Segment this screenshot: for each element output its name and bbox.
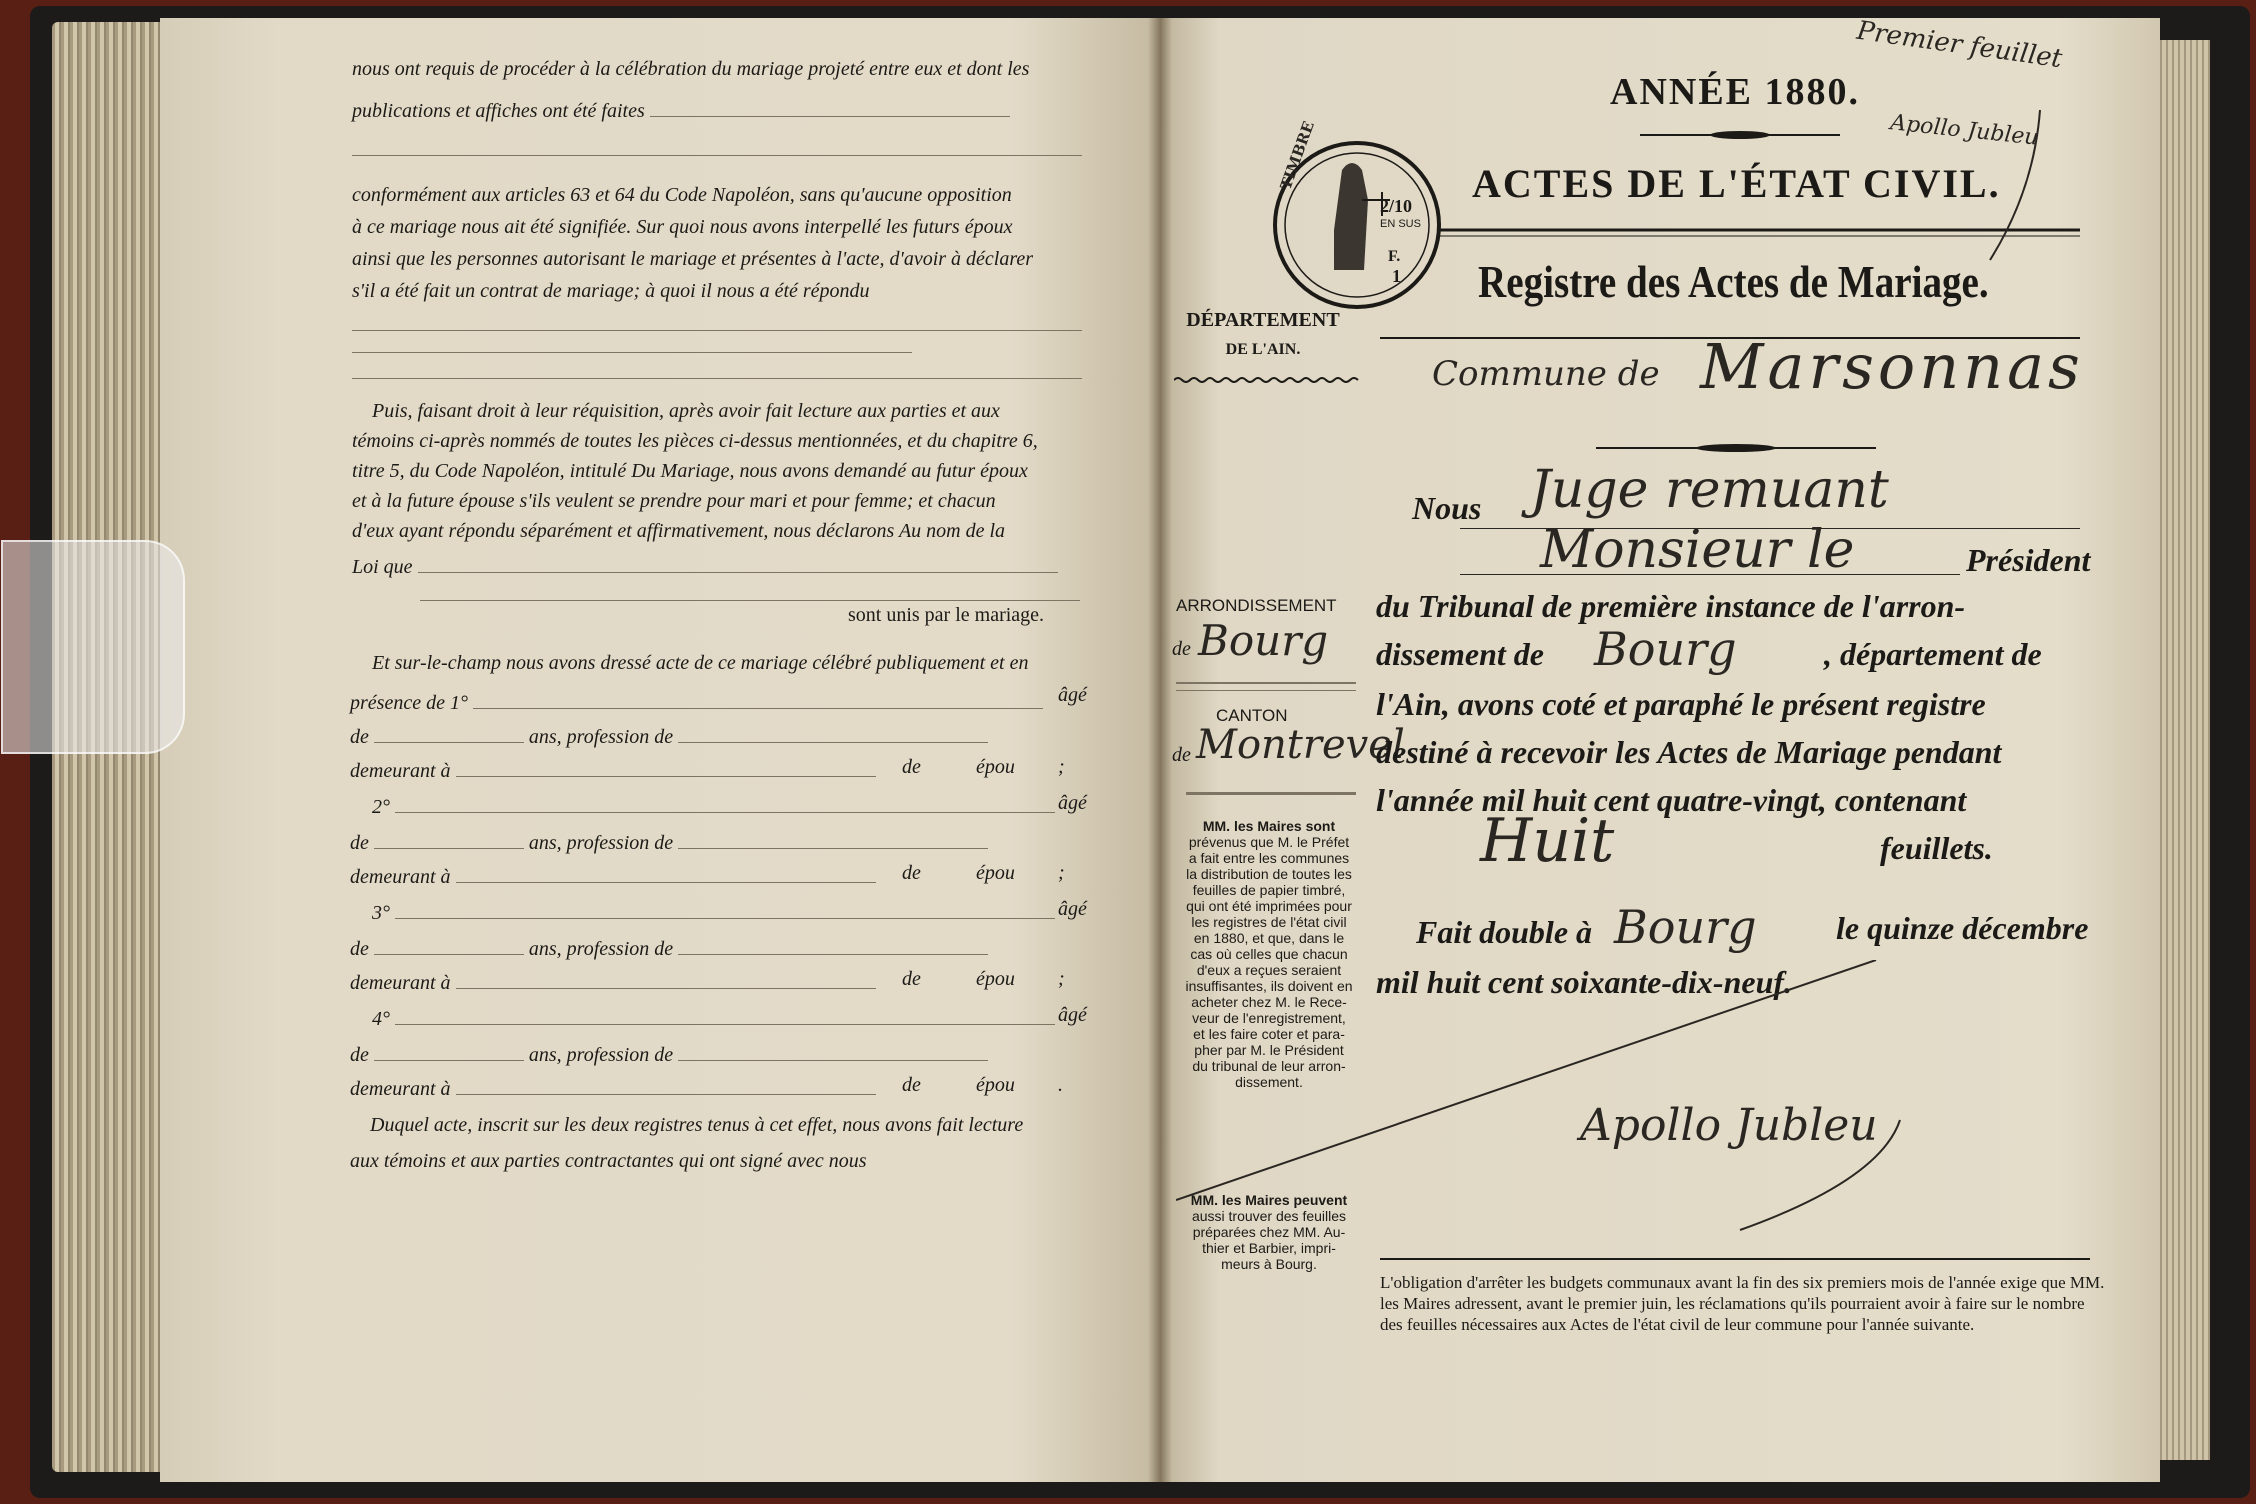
year-title: ANNÉE 1880. <box>1610 71 1861 113</box>
left-p1-line2: publications et affiches ont été faites <box>352 100 1010 123</box>
plastic-tab <box>1 540 185 754</box>
note-printers: MM. les Maires peuvent aussi trouver des feuilles préparées chez MM. Au- thier et Barbier, impri- meurs à Bourg. <box>1190 1192 1348 1272</box>
nous-label: Nous <box>1412 490 1482 526</box>
canton-label: CANTON <box>1216 706 1288 725</box>
body-line3: l'Ain, avons coté et paraphé le présent registre <box>1376 686 1986 722</box>
left-p3-line1: Puis, faisant droit à leur réquisition, après avoir fait lecture aux parties et aux <box>372 400 1000 422</box>
body-line4: destiné à recevoir les Actes de Mariage pendant <box>1376 734 2002 770</box>
huit-handwritten: Huit <box>1480 806 1615 876</box>
epou-label: épou <box>976 756 1015 778</box>
de2-label: de <box>902 968 921 990</box>
de-label: de ans, profession de <box>350 832 988 855</box>
semicolon: ; <box>1058 756 1065 778</box>
body-line2: dissement de <box>1376 636 1544 672</box>
de-label: de ans, profession de <box>350 938 988 961</box>
commune-handwritten: Marsonnas <box>1700 330 2084 403</box>
departement-label: DÉPARTEMENT DE L'AIN. <box>1186 309 1340 358</box>
age-label: âgé <box>1058 898 1087 920</box>
closing-line1: Duquel acte, inscrit sur les deux registres tenus à cet effet, nous avons fait lecture <box>370 1114 1024 1136</box>
body-line2b: , département de <box>1824 636 2042 672</box>
left-p3-line5: d'eux ayant répondu séparément et affirmativement, nous déclarons Au nom de la <box>352 520 1006 542</box>
wavy-rule <box>1174 376 1360 384</box>
stamp-price: 2/10 <box>1380 196 1413 216</box>
body-line6: feuillets. <box>1880 830 1993 866</box>
period: . <box>1058 1074 1063 1096</box>
ordinal-4: 4° <box>372 1008 1055 1031</box>
fait-year: mil huit cent soixante-dix-neuf. <box>1376 964 1793 1000</box>
fait-date: le quinze décembre <box>1836 910 2089 946</box>
blank-line <box>352 378 1082 379</box>
signature-flourish <box>1730 1110 1910 1240</box>
left-p2-line3: ainsi que les personnes autorisant le mariage et présentes à l'acte, d'avoir à déclarer <box>352 248 1034 270</box>
presence-line: présence de 1° <box>350 692 1043 715</box>
gutter-shadow <box>1148 18 1172 1482</box>
blank-line <box>420 600 1080 601</box>
left-p1-line1: nous ont requis de procéder à la célébration du mariage projeté entre eux et dont les <box>352 58 1030 80</box>
actes-title: ACTES DE L'ÉTAT CIVIL. <box>1472 161 2001 206</box>
epou-label: épou <box>976 968 1015 990</box>
corner-note-2: Apollo Jubleu <box>1889 110 2040 151</box>
blank-line <box>352 155 1082 156</box>
arr-de: de <box>1172 638 1191 660</box>
rule <box>1176 682 1356 684</box>
left-p2-line4: s'il a été fait un contrat de mariage; à quoi il nous a été répondu <box>352 280 870 302</box>
fait-label: Fait double à <box>1416 914 1593 950</box>
stamp-one: 1 <box>1392 266 1401 286</box>
corner-flourish <box>1980 110 2050 270</box>
epou-label: épou <box>976 862 1015 884</box>
de2-label: de <box>902 862 921 884</box>
age-label: âgé <box>1058 792 1087 814</box>
nous-handwritten-2: Monsieur le <box>1540 520 1855 580</box>
canton-handwritten: Montrevel <box>1196 722 1405 768</box>
blank-line <box>1460 528 2080 529</box>
de2-label: de <box>902 1074 921 1096</box>
arrondissement-label: ARRONDISSEMENT <box>1176 596 1337 615</box>
age-label: âgé <box>1058 1004 1087 1026</box>
stamp-timbre: TIMBRE <box>1276 118 1318 193</box>
left-p2-line2: à ce mariage nous ait été signifiée. Sur quoi nous avons interpellé les futurs époux <box>352 216 1013 238</box>
rule <box>1176 690 1356 691</box>
nous-handwritten-1: Juge remuant <box>1530 460 1889 520</box>
president-label: Président <box>1966 542 2091 578</box>
body-line1: du Tribunal de première instance de l'arron- <box>1376 588 1966 624</box>
epou-label: épou <box>976 1074 1015 1096</box>
blank-line <box>352 330 1082 331</box>
corner-note-1: Premier feuillet <box>1854 15 2064 75</box>
de-label: de ans, profession de <box>350 726 988 749</box>
fait-handwritten: Bourg <box>1614 900 1757 954</box>
footnote: L'obligation d'arrêter les budgets communaux avant la fin des six premiers mois de l'année exige que MM. les Maires adressent, avant le premier juin, les réclamations qu'ils pourraient avoir à faire sur le nombre des feuilles nécessaires aux Actes de l'état civil de leur commune pour l'année suivante. <box>1380 1273 2105 1334</box>
blank-line <box>352 352 912 353</box>
left-p3-line4: et à la future épouse s'ils veulent se prendre pour mari et pour femme; et chacun <box>352 490 996 512</box>
ornament-rule <box>1640 128 1840 142</box>
left-p4: Et sur-le-champ nous avons dressé acte de ce mariage célébré publiquement et en <box>372 652 1029 674</box>
ornament-rule <box>1596 443 1876 453</box>
stamp-sub: EN SUS <box>1380 218 1421 230</box>
note-mayors: MM. les Maires sont prévenus que M. le Préfet a fait entre les communes la distribution de toutes les feuilles de papier timbré, qui ont été imprimées pour les registres de l'état civil en 1880, et que, dans le cas où celles que chacun d'eux a reçues seraient insuffisantes, ils doivent en acheter chez M. le Rece- veur de l'enregistrement, et les faire coter et para- pher par M. le Président du tribunal de leur arron- dissement. <box>1185 818 1353 1090</box>
stamp-f: F. <box>1388 248 1401 265</box>
de-label: de ans, profession de <box>350 1044 988 1067</box>
demeurant-line: demeurant à <box>350 1078 876 1101</box>
demeurant-line: demeurant à <box>350 972 876 995</box>
footnote-rule <box>1380 1258 2090 1260</box>
ordinal-2: 2° <box>372 796 1055 819</box>
bourg-handwritten: Bourg <box>1594 622 1737 676</box>
blank-line <box>1460 574 1960 575</box>
body-line5: l'année mil huit cent quatre-vingt, contenant <box>1376 782 1967 818</box>
demeurant-line: demeurant à <box>350 866 876 889</box>
demeurant-line: demeurant à <box>350 760 876 783</box>
signature: Apollo Jubleu <box>1580 1100 1878 1151</box>
de2-label: de <box>902 756 921 778</box>
left-p2-line1: conformément aux articles 63 et 64 du Code Napoléon, sans qu'aucune opposition <box>352 184 1012 206</box>
left-p3-line2: témoins ci-après nommés de toutes les pièces ci-dessus mentionnées, et du chapitre 6, <box>352 430 1038 452</box>
commune-label: Commune de <box>1432 354 1660 394</box>
unis-text: sont unis par le mariage. <box>848 604 1045 626</box>
left-p3-line3: titre 5, du Code Napoléon, intitulé Du Mariage, nous avons demandé au futur époux <box>352 460 1028 482</box>
semicolon: ; <box>1058 968 1065 990</box>
arr-handwritten: Bourg <box>1198 616 1329 665</box>
left-p3-line6: Loi que <box>352 556 1058 579</box>
registre-title: Registre des Actes de Mariage. <box>1478 256 1989 307</box>
rule <box>1186 792 1356 795</box>
ordinal-3: 3° <box>372 902 1055 925</box>
age-label: âgé <box>1058 684 1087 706</box>
semicolon: ; <box>1058 862 1065 884</box>
canton-de: de <box>1172 744 1191 766</box>
closing-line2: aux témoins et aux parties contractantes qui ont signé avec nous <box>350 1150 867 1172</box>
